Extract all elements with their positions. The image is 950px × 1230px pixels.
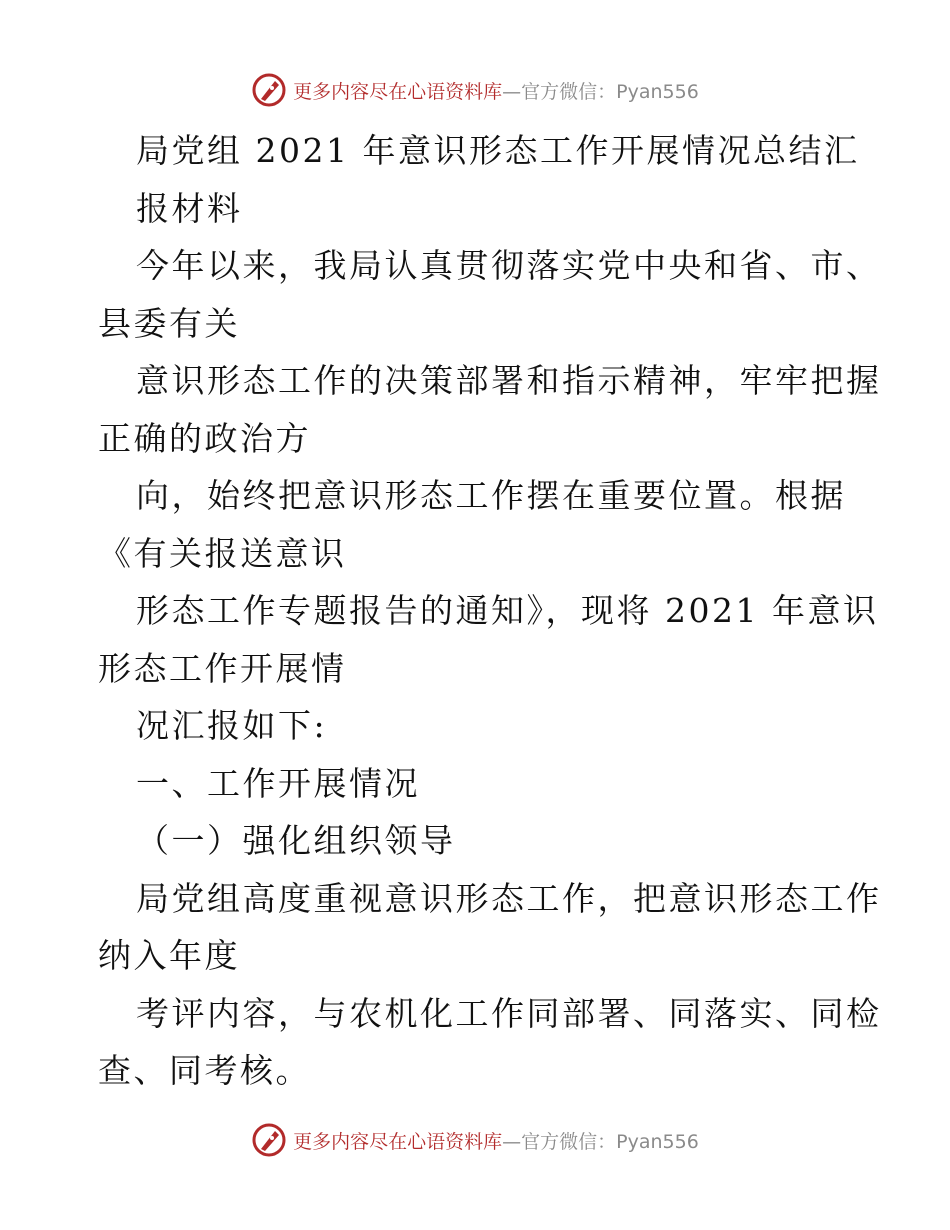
footer-banner (0, 1120, 950, 1160)
banner-contact: 官方微信：Pyan556 (521, 80, 699, 103)
subsection-heading: （一）强化组织领导 (136, 821, 456, 860)
document-body (98, 122, 882, 1100)
section-heading: 一、工作开展情况 (136, 763, 420, 803)
paragraph-line: 考评内容，与农机化工作同部署、同落实、同检 (136, 993, 882, 1033)
pen-nib-circle-icon (251, 1122, 287, 1158)
document-title-line-2: 报材料 (136, 188, 243, 228)
paragraph-line: 意识形态工作的决策部署和指示精神，牢牢把握 (136, 361, 882, 400)
banner-text (293, 77, 699, 104)
banner-main-text: 更多内容尽在心语资料库 (293, 80, 503, 103)
document-title-line-1: 局党组 2021 年意识形态工作开展情况总结汇 (136, 131, 860, 170)
banner-main-text: 更多内容尽在心语资料库 (293, 1130, 503, 1153)
banner-dash: — (502, 1130, 522, 1153)
paragraph-line: 形态工作开展情 (98, 648, 347, 688)
paragraph-line: 《有关报送意识 (98, 533, 347, 573)
paragraph-line: 况汇报如下: (136, 706, 328, 745)
paragraph-line: 向，始终把意识形态工作摆在重要位置。根据 (136, 476, 846, 515)
banner-dash: — (502, 80, 522, 103)
header-banner (0, 70, 950, 110)
banner-contact: 官方微信：Pyan556 (521, 1130, 699, 1153)
banner-text (293, 1127, 699, 1154)
paragraph-line: 正确的政治方 (98, 418, 311, 458)
paragraph-line: 县委有关 (98, 303, 240, 343)
paragraph-line: 查、同考核。 (98, 1051, 311, 1090)
paragraph-line: 形态工作专题报告的通知》，现将 2021 年意识 (136, 591, 879, 630)
paragraph-line: 局党组高度重视意识形态工作，把意识形态工作 (136, 878, 882, 918)
paragraph-line: 今年以来，我局认真贯彻落实党中央和省、市、 (136, 246, 882, 285)
pen-nib-circle-icon (251, 72, 287, 108)
paragraph-line: 纳入年度 (98, 936, 240, 975)
